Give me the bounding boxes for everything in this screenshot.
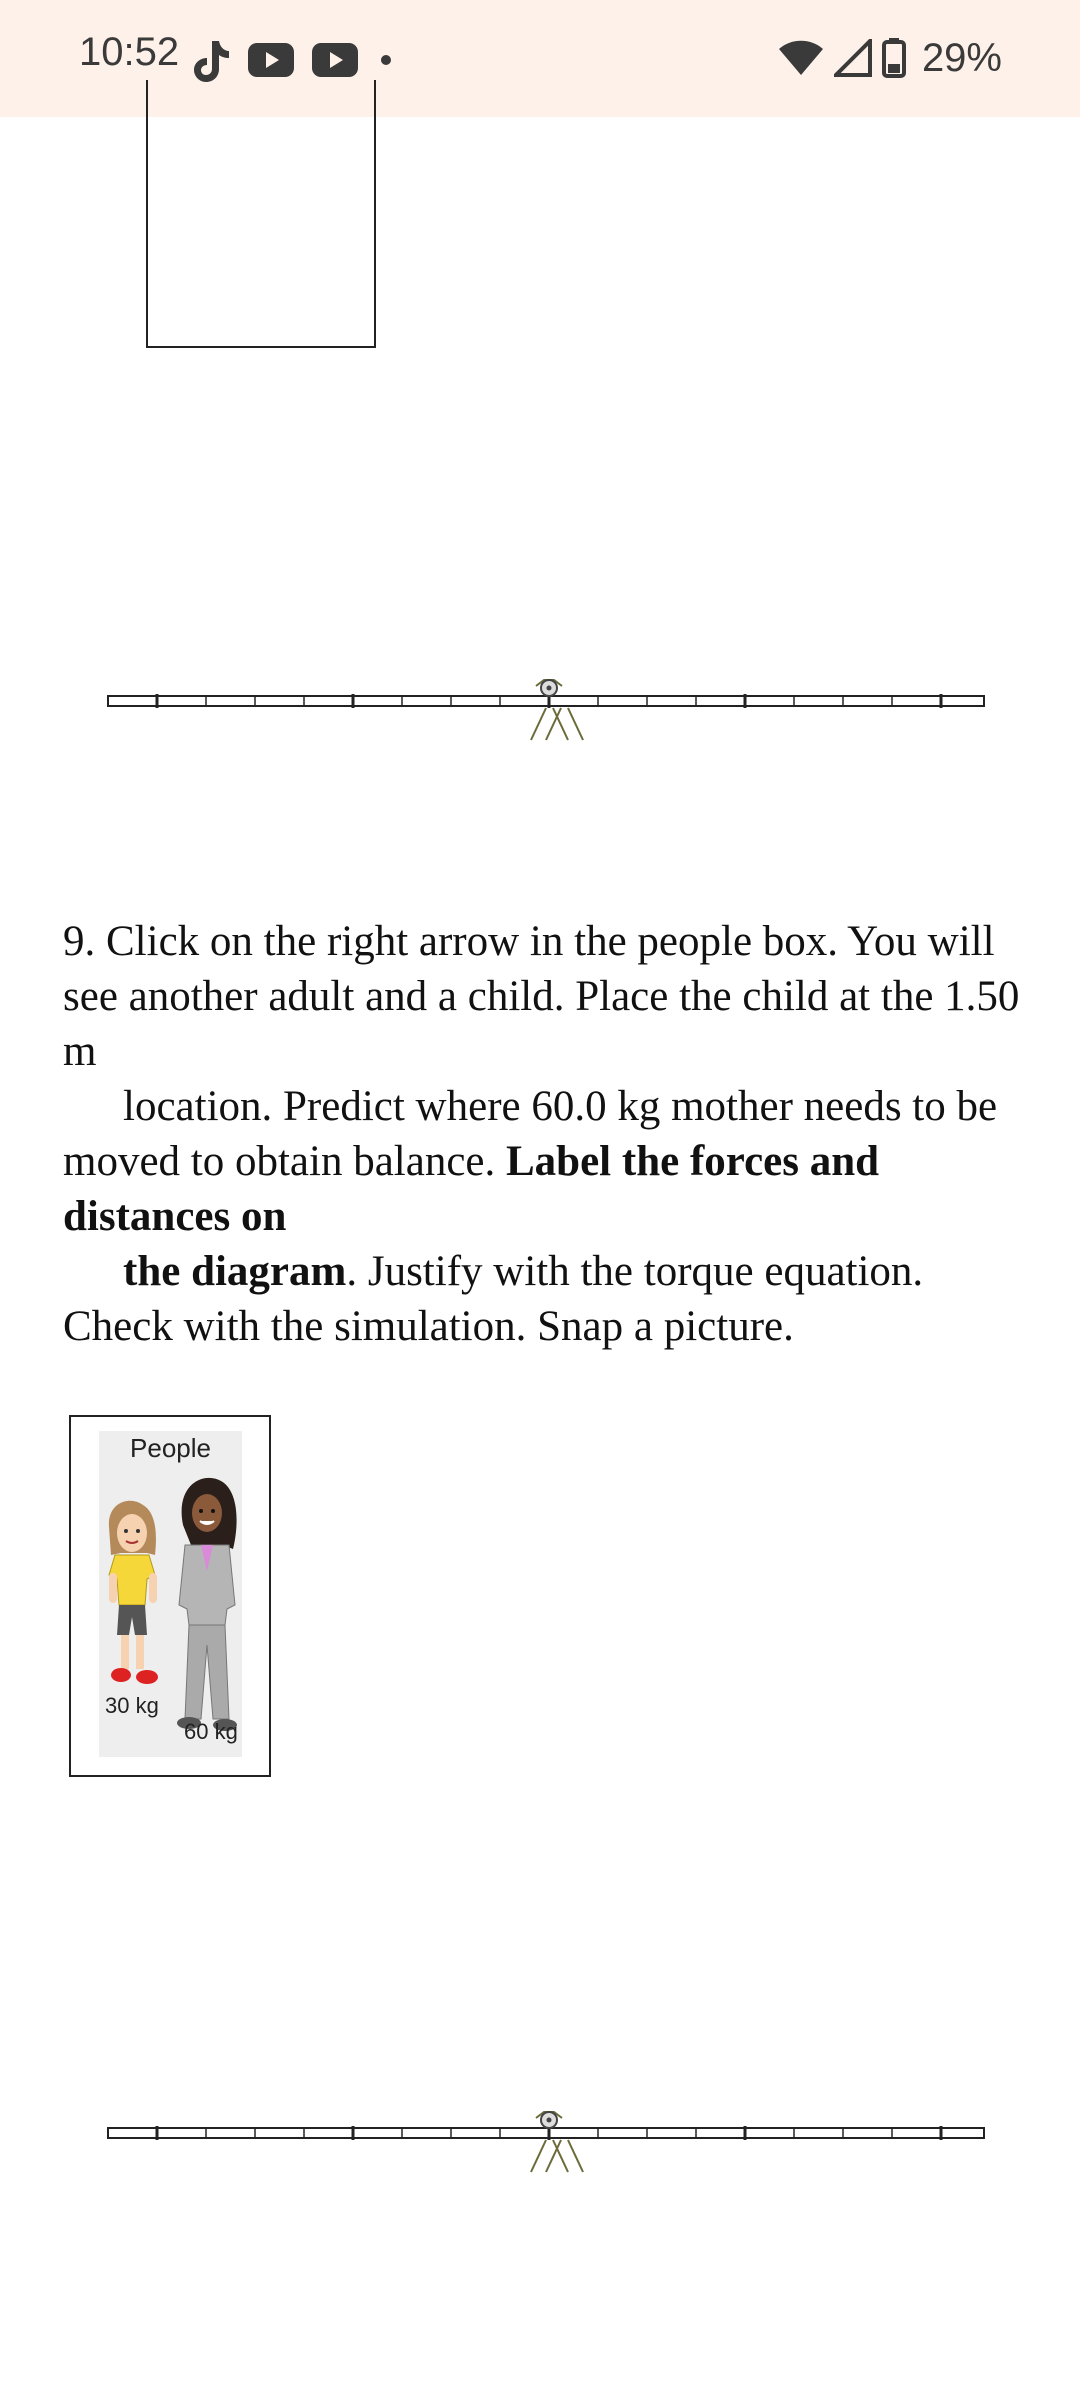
question-bold-2: the diagram bbox=[123, 1248, 347, 1295]
adult-figure[interactable] bbox=[173, 1475, 241, 1737]
signal-icon bbox=[834, 39, 872, 77]
question-text-1: 9. Click on the right arrow in the people box. You will see another adult and a child. Place the child at the 1.50 m bbox=[63, 918, 1020, 1075]
adult-mass-label: 60 kg bbox=[184, 1719, 238, 1744]
question-text-2: location. Predict where 60.0 kg mother needs to be moved to obtain balance. bbox=[63, 1083, 998, 1185]
wifi-icon bbox=[778, 39, 824, 77]
child-mass-label: 30 kg bbox=[105, 1693, 159, 1718]
seesaw-diagram bbox=[106, 2098, 986, 2178]
seesaw-fulcrum bbox=[531, 2112, 583, 2172]
question-9 bbox=[63, 914, 1033, 1354]
status-time: 10:52 bbox=[79, 30, 180, 74]
seesaw-fulcrum bbox=[531, 680, 583, 740]
question-text-3: . Justify with the torque equation. Check with the simulation. Snap a picture. bbox=[63, 1248, 924, 1350]
child-figure[interactable] bbox=[101, 1497, 167, 1695]
question-bold-1: Label the forces and distances on bbox=[63, 1138, 880, 1240]
people-panel[interactable] bbox=[99, 1431, 242, 1757]
image-placeholder-box bbox=[146, 80, 376, 348]
dot-icon bbox=[376, 50, 396, 70]
youtube-icon bbox=[312, 43, 358, 77]
system-icons bbox=[778, 30, 1002, 86]
notification-icons bbox=[190, 36, 396, 84]
people-title: People bbox=[130, 1433, 211, 1463]
youtube-icon bbox=[248, 43, 294, 77]
battery-percent: 29% bbox=[921, 35, 1002, 80]
battery-icon bbox=[882, 38, 906, 78]
tiktok-icon bbox=[190, 37, 230, 83]
seesaw-diagram bbox=[106, 666, 986, 746]
